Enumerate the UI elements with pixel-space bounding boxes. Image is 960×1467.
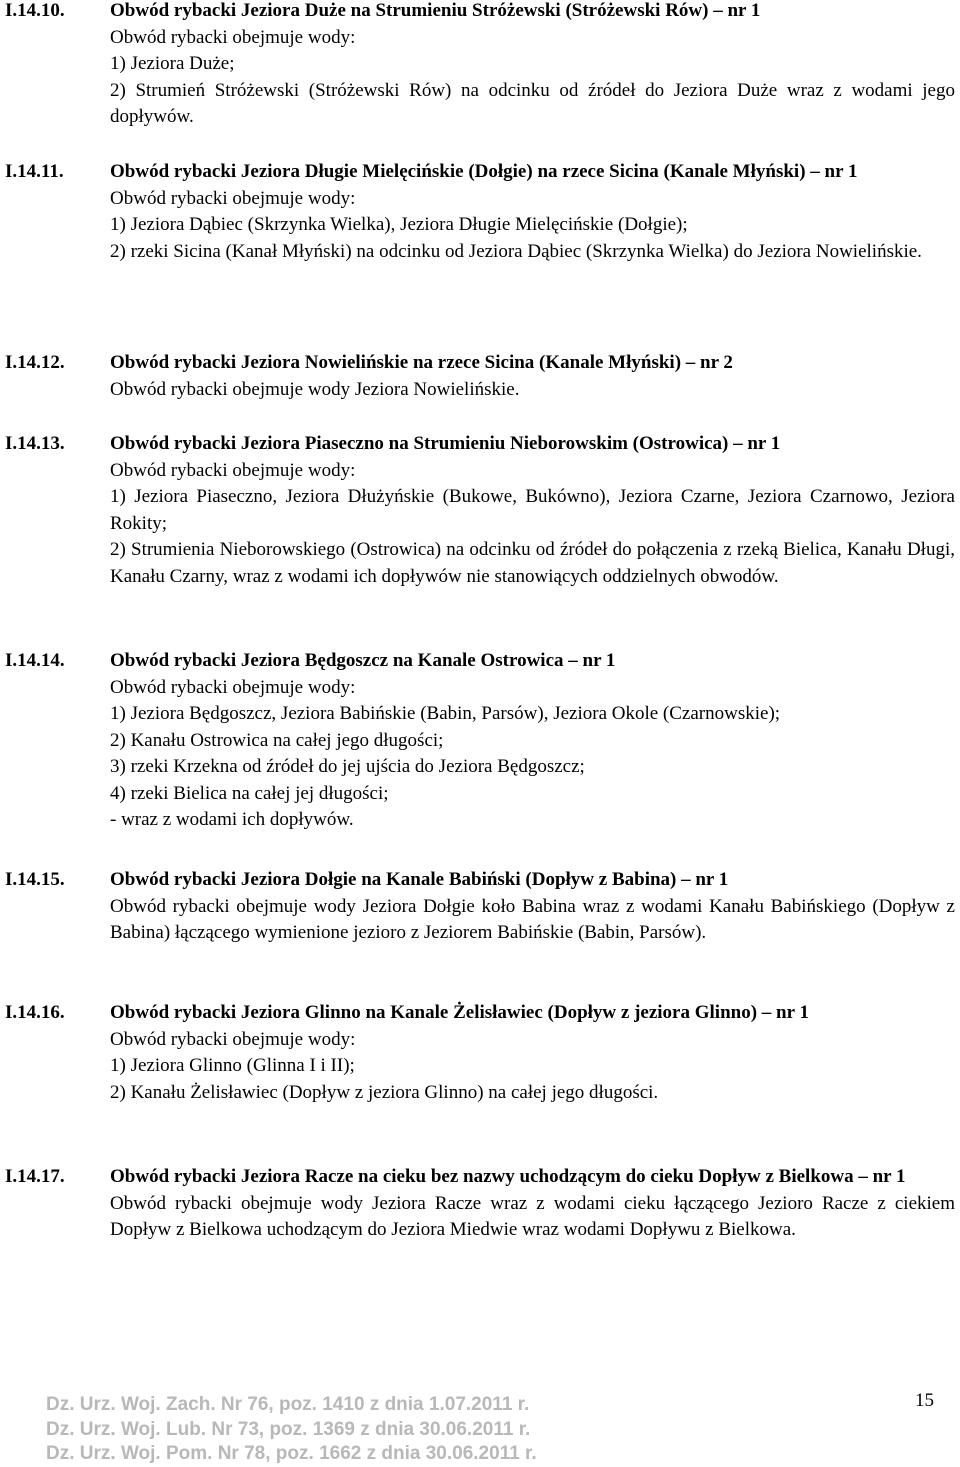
section-line: 2) Strumienia Nieborowskiego (Ostrowica) na odcinku od źródeł do połączenia z rzeką Bielica, Kanału Długi, Kanału Czarny, wraz z wodami ich dopływów nie stanowiących oddzielnych obwodów. [110,539,955,587]
page-footer [46,1393,537,1467]
section-number: I.14.17. [5,1166,65,1187]
section-line: 2) Kanału Żelisławiec (Dopływ z jeziora Glinno) na całej jego długości. [110,1081,659,1103]
section-line: - wraz z wodami ich dopływów. [110,809,354,830]
section-number: I.14.16. [5,1002,65,1023]
section-title: Obwód rybacki Jeziora Dołgie na Kanale Babiński (Dopływ z Babina) – nr 1 [110,869,729,890]
section-title: Obwód rybacki Jeziora Długie Mielęcińskie (Dołgie) na rzece Sicina (Kanale Młyński) – nr 1 [110,161,858,182]
section-line: Obwód rybacki obejmuje wody: [110,187,356,209]
section-title: Obwód rybacki Jeziora Racze na cieku bez nazwy uchodzącym do cieku Dopływ z Bielkowa – nr 1 [110,1166,906,1187]
footer-citation: Dz. Urz. Woj. Lub. Nr 73, poz. 1369 z dnia 30.06.2011 r. [46,1418,531,1440]
section-number: I.14.10. [5,0,65,21]
section-line: 1) Jeziora Piaseczno, Jeziora Dłużyńskie (Bukowe, Bukówno), Jeziora Czarne, Jeziora Czarnowo, Jeziora Rokity; [110,486,955,534]
section-title: Obwód rybacki Jeziora Duże na Strumieniu Stróżewski (Stróżewski Rów) – nr 1 [110,0,761,21]
section-line: 3) rzeki Krzekna od źródeł do jej ujścia do Jeziora Będgoszcz; [110,756,585,777]
section-title: Obwód rybacki Jeziora Glinno na Kanale Żelisławiec (Dopływ z jeziora Glinno) – nr 1 [110,1002,809,1023]
section-line: 1) Jeziora Glinno (Glinna I i II); [110,1055,355,1076]
section-body [110,867,955,947]
section-body [110,1000,955,1106]
section-number: I.14.11. [5,161,64,182]
section-line: 1) Jeziora Duże; [110,53,235,74]
section-line: Obwód rybacki obejmuje wody Jeziora Racze wraz z wodami cieku łączącego Jezioro Racze z ciekiem Dopływ z Bielkowa uchodzącym do Jeziora Miedwie wraz wodami Dopływu z Bielkowa. [110,1192,955,1240]
section-number: I.14.12. [5,352,65,373]
footer-citation: Dz. Urz. Woj. Zach. Nr 76, poz. 1410 z dnia 1.07.2011 r. [46,1394,530,1415]
footer-citation: Dz. Urz. Woj. Pom. Nr 78, poz. 1662 z dnia 30.06.2011 r. [46,1443,537,1464]
section-line: Obwód rybacki obejmuje wody Jeziora Dołgie koło Babina wraz z wodami Kanału Babińskiego (Dopływ z Babina) łączącego wymienione jezioro z Jeziorem Babińskie (Babin, Parsów). [110,895,955,943]
section-body [110,350,955,403]
section-title: Obwód rybacki Jeziora Piaseczno na Strumieniu Nieborowskim (Ostrowica) – nr 1 [110,433,781,454]
page-number: 15 [915,1390,934,1411]
section-body [110,431,955,590]
section-line: 2) Kanału Ostrowica na całej jego długości; [110,729,444,751]
section-line: Obwód rybacki obejmuje wody Jeziora Nowielińskie. [110,378,520,400]
section-line: 4) rzeki Bielica na całej jej długości; [110,782,389,804]
section-line: 1) Jeziora Będgoszcz, Jeziora Babińskie (Babin, Parsów), Jeziora Okole (Czarnowskie); [110,703,781,724]
section-line: Obwód rybacki obejmuje wody: [110,26,356,48]
section-line: Obwód rybacki obejmuje wody: [110,459,356,481]
section-line: 2) Strumień Stróżewski (Stróżewski Rów) na odcinku od źródeł do Jeziora Duże wraz z wodami jego dopływów. [110,79,955,127]
section-body [110,0,955,131]
section-line: 1) Jeziora Dąbiec (Skrzynka Wielka), Jeziora Długie Mielęcińskie (Dołgie); [110,214,688,235]
section-body [110,648,955,834]
section-line: Obwód rybacki obejmuje wody: [110,1028,356,1050]
section-line: Obwód rybacki obejmuje wody: [110,676,356,698]
section-line: 2) rzeki Sicina (Kanał Młyński) na odcinku od Jeziora Dąbiec (Skrzynka Wielka) do Jeziora Nowielińskie. [110,240,922,262]
section-title: Obwód rybacki Jeziora Nowielińskie na rzece Sicina (Kanale Młyński) – nr 2 [110,352,733,373]
section-number: I.14.13. [5,433,65,454]
section-number: I.14.14. [5,650,65,671]
section-title: Obwód rybacki Jeziora Będgoszcz na Kanale Ostrowica – nr 1 [110,650,616,671]
section-number: I.14.15. [5,869,65,890]
section-body [110,159,955,265]
section-body [110,1164,955,1244]
